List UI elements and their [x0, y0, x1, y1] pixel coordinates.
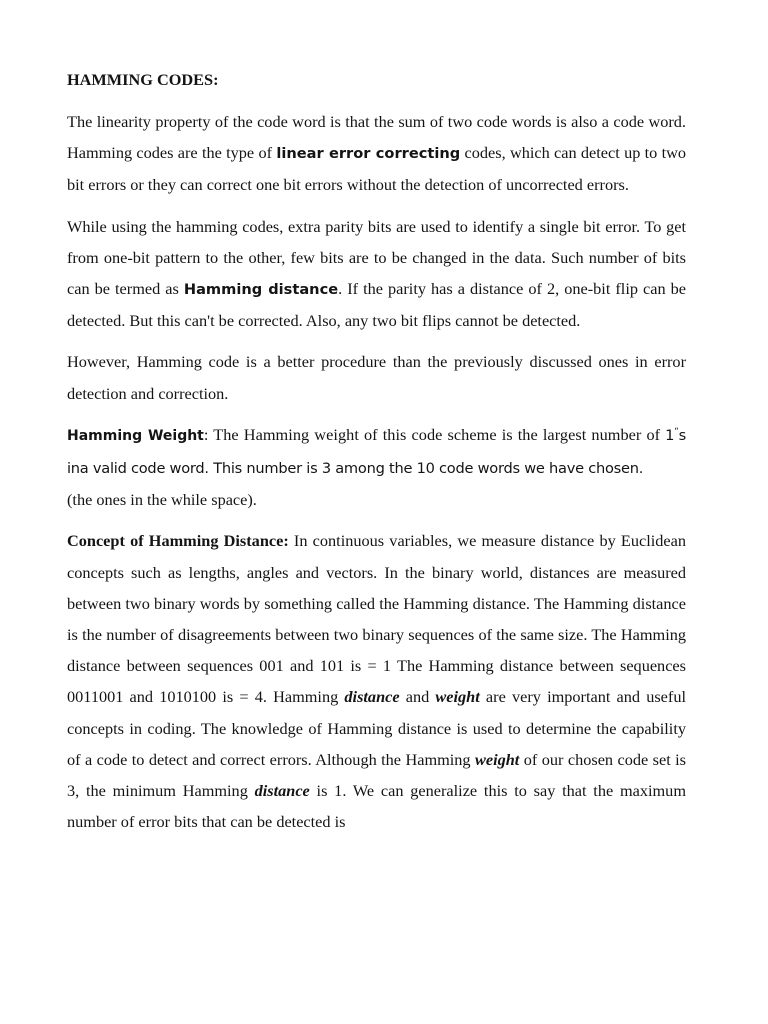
paragraph-text: s ina valid code word. This number is 3 among the 10 code words we have chosen.: [67, 426, 686, 478]
section-heading: HAMMING CODES:: [67, 70, 219, 89]
paragraph-text: are very important and useful concepts in coding. The knowledge of Hamming distance is used to determine the capability of a code to detect and correct errors. Although the Hamming: [67, 687, 686, 769]
paragraph-text: . If the parity has a distance of 2, one-bit flip can be detected. But this can't be corrected. Also, any two bit flips cannot be detected.: [67, 279, 687, 331]
paragraph-text: of our chosen code set is 3, the minimum Hamming: [67, 749, 687, 801]
paragraph-hamming-weight: [67, 419, 686, 516]
paragraph-concept-hamming-distance: [67, 525, 686, 837]
emphasis-distance: distance: [344, 687, 400, 707]
paragraph-text: In continuous variables, we measure distance by Euclidean concepts such as lengths, angles and vectors. In the binary world, distances are measured between two binary words by something called the Hamming distance. The Hamming distance is the number of disagreements between two binary sequences of the same size. The Hamming distance between sequences 001 and 101 is = 1 The Hamming distance between sequences 0011001 and 1010100 is = 4. Hamming: [67, 531, 686, 707]
paragraph-text: is 1. We can generalize this to say that the maximum number of error bits that can be detected is: [67, 781, 686, 832]
emphasis-linear-error-correcting: linear error correcting: [276, 145, 461, 163]
paragraph-text: (the ones in the while space).: [67, 490, 257, 510]
paragraph-linearity: [67, 106, 686, 201]
paragraph-text: codes, which can detect up to two bit errors or they can correct one bit errors without the detection of uncorrected errors.: [67, 143, 687, 195]
paragraph-text: and: [399, 687, 436, 707]
emphasis-distance: distance: [254, 781, 310, 801]
hamming-weight-label: Hamming Weight: [67, 427, 204, 444]
emphasis-hamming-distance: Hamming distance: [183, 281, 339, 299]
paragraph-text: While using the hamming codes, extra parity bits are used to identify a single bit error. To get from one-bit pattern to the other, few bits are to be changed in the data. Such number of bits can be termed as: [67, 216, 686, 299]
document-page: [67, 66, 686, 847]
paragraph-text: The linearity property of the code word is that the sum of two code words is also a code word. Hamming codes are the type of: [67, 112, 686, 163]
concept-label: Concept of Hamming Distance:: [67, 531, 289, 551]
emphasis-weight: weight: [475, 749, 520, 769]
emphasis-weight: weight: [435, 687, 480, 707]
quote-superscript: “: [674, 426, 679, 437]
paragraph-parity-bits: [67, 211, 686, 337]
digit-one: 1: [665, 426, 675, 444]
paragraph-text: : The Hamming weight of this code scheme is the largest number of: [203, 424, 661, 444]
paragraph-however: However, Hamming code is a better procedure than the previously discussed ones in error detection and correction.: [67, 352, 686, 403]
